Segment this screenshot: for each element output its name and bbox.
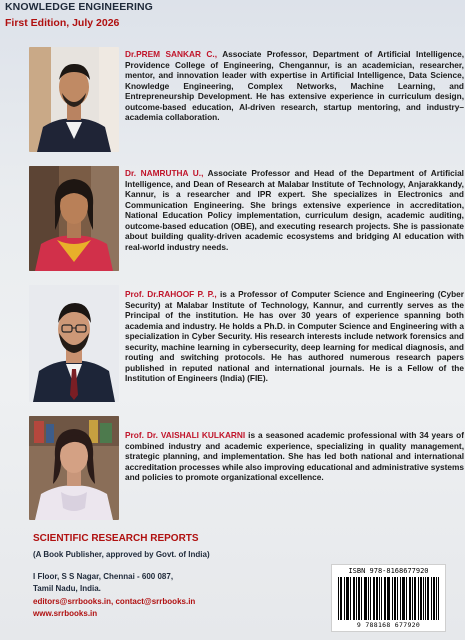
barcode-bar — [364, 577, 365, 620]
publisher-name: SCIENTIFIC RESEARCH REPORTS — [33, 533, 199, 544]
author-bio-text-prem: Associate Professor, Department of Artificial Intelligence, Providence College of Engineering, Chengannur, is an academician, researcher, mentor, and innovation leader with expertise in Artificial Intelligence, Data Science, Knowledge Engineering, Complex Networks, Machine Learning, and Entrepreneurship Development. He has extensive experience in curriculum design, outcome-based education, AI-driven research, startup mentoring, and industry–academia collaboration. — [125, 49, 465, 122]
barcode-bar — [395, 577, 396, 620]
barcode-bar — [344, 577, 345, 620]
barcode-bar — [438, 577, 439, 620]
barcode-bar — [365, 577, 366, 620]
barcode-bar — [425, 577, 426, 620]
author-photo-prem — [29, 47, 119, 152]
barcode-bar — [403, 577, 404, 620]
author-name-vaishali: Prof. Dr. VAISHALI KULKARNI — [125, 430, 246, 440]
barcode-bar — [374, 577, 375, 620]
publisher-emails[interactable]: editors@srrbooks.in, contact@srrbooks.in — [33, 597, 196, 606]
barcode-bar — [427, 577, 428, 620]
barcode-bar — [420, 577, 421, 620]
barcode-bar — [338, 577, 339, 620]
barcode-bar — [359, 577, 360, 620]
author-bio-namrutha — [125, 168, 464, 252]
barcode-bar — [373, 577, 374, 620]
book-edition: First Edition, July 2026 — [5, 17, 120, 29]
barcode-bar — [389, 577, 390, 620]
barcode-bar — [423, 577, 424, 620]
barcode-bar — [347, 577, 348, 620]
publisher-address-line1: I Floor, S S Nagar, Chennai - 600 087, — [33, 572, 174, 581]
barcode-bar — [406, 577, 407, 620]
barcode-bar — [434, 577, 435, 620]
barcode-bar — [433, 577, 434, 620]
author-bio-text-rahoof: is a Professor of Computer Science and Engineering (Cyber Security) at Malabar Institute of Technology, Kannur, and currently serves as the Principal of the institution. He has over 30 years of experience spanning both academia and industry. He holds a Ph.D. in Computer Science and Engineering with a specialization in Cyber Security. His research interests include network forensics and security, machine learning in cybersecurity, deep learning for medical diagnosis, and routing and switching protocols. He has authored numerous research papers published in reputed national and international journals. He is a Fellow of the Institution of Engineers (India) (FIE). — [125, 289, 464, 383]
barcode-bar — [400, 577, 401, 620]
barcode-bar — [384, 577, 385, 620]
barcode-bar — [366, 577, 367, 620]
publisher-address-line2: Tamil Nadu, India. — [33, 584, 101, 593]
barcode-bar — [415, 577, 416, 620]
barcode-bar — [436, 577, 437, 620]
isbn-label: ISBN 978-8168677920 — [348, 567, 429, 575]
publisher-subtitle: (A Book Publisher, approved by Govt. of India) — [33, 550, 210, 559]
author-bio-vaishali — [125, 430, 464, 483]
author-name-prem: Dr.PREM SANKAR C., — [125, 49, 218, 59]
barcode-bar — [377, 577, 378, 620]
barcode-bar — [385, 577, 386, 620]
barcode-bar — [388, 577, 389, 620]
author-name-rahoof: Prof. Dr.RAHOOF P. P., — [125, 289, 217, 299]
book-title: KNOWLEDGE ENGINEERING — [5, 1, 153, 13]
barcode-bar — [356, 577, 357, 620]
author-photo-vaishali — [29, 416, 119, 520]
barcode-bar — [418, 577, 419, 620]
barcode-bar — [381, 577, 382, 620]
barcode-bars — [338, 577, 439, 620]
barcode-bar — [402, 577, 403, 620]
barcode-bar — [428, 577, 429, 620]
barcode-bar — [368, 577, 369, 620]
author-bio-rahoof — [125, 289, 464, 384]
barcode-bar — [379, 577, 380, 620]
author-name-namrutha: Dr. NAMRUTHA U., — [125, 168, 204, 178]
barcode-bar — [361, 577, 362, 620]
barcode-bar — [431, 577, 432, 620]
barcode-bar — [394, 577, 395, 620]
barcode-bar — [414, 577, 415, 620]
barcode-bar — [397, 577, 398, 620]
barcode-bar — [412, 577, 413, 620]
barcode-bar — [387, 577, 388, 620]
author-photo-namrutha — [29, 166, 119, 271]
barcode-bar — [354, 577, 355, 620]
barcode-bar — [350, 577, 351, 620]
author-bio-text-vaishali: is a seasoned academic professional with 34 years of combined industry and academic experience, specializing in quality management, strategic planning, and implementation. She has led both national and international accreditation processes while also improving educational and administrative systems and policies to promote organizational excellence. — [125, 430, 465, 482]
isbn-barcode — [331, 564, 446, 632]
barcode-bar — [404, 577, 405, 620]
publisher-website-link[interactable]: www.srrbooks.in — [33, 609, 98, 618]
barcode-bar — [410, 577, 411, 620]
barcode-bar — [409, 577, 410, 620]
barcode-digits: 9 788168 677920 — [356, 621, 421, 629]
author-bio-prem — [125, 49, 464, 123]
barcode-bar — [340, 577, 341, 620]
barcode-bar — [358, 577, 359, 620]
barcode-bar — [341, 577, 342, 620]
author-bio-text-namrutha: Associate Professor and Head of the Department of Artificial Intelligence, and Dean of Research at Malabar Institute of Technology, Anjarakkandy, Kannur, is a researcher and IPR expert. She specializes in Electronics and Communication Engineering. She brings extensive experience in accreditation, National Education Policy implementation, curriculum design, academic auditing, outcome-based education (OBE), and executing research projects. She is passionate about building quality-driven academic ecosystems and bridging AI education with real-world industry needs. — [125, 168, 464, 252]
barcode-bar — [421, 577, 422, 620]
barcode-bar — [353, 577, 354, 620]
barcode-bar — [346, 577, 347, 620]
barcode-bar — [348, 577, 349, 620]
barcode-bar — [392, 577, 393, 620]
barcode-bar — [370, 577, 371, 620]
author-photo-rahoof — [29, 285, 119, 402]
barcode-bar — [376, 577, 377, 620]
